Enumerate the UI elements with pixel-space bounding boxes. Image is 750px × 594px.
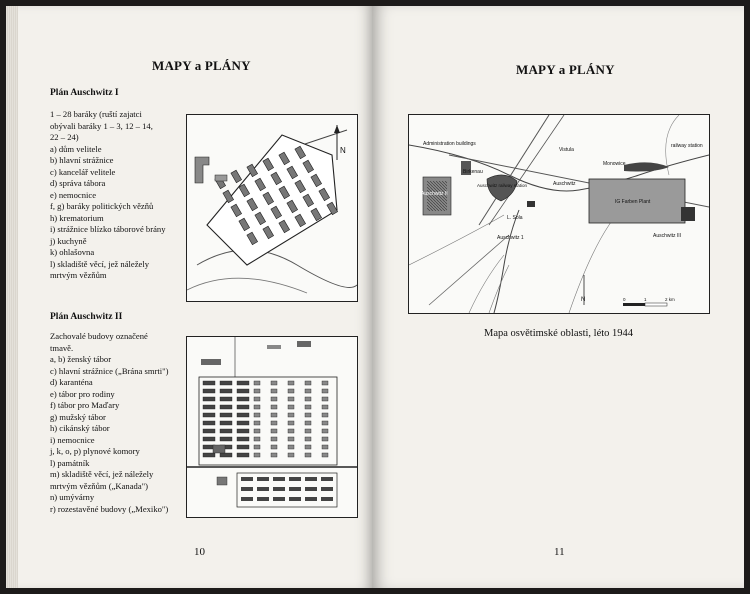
camp-block [305,453,311,457]
plan1-legend-line: 22 – 24) [50,132,79,142]
camp-block [203,381,215,385]
camp-block [322,413,328,417]
camp-block [322,405,328,409]
camp-block [220,389,232,393]
plan2-legend-line: mrtvým vězňům („Kanada") [50,480,149,491]
plan2-legend-line: i) nemocnice [50,434,95,445]
camp-block [288,413,294,417]
plan1-legend [50,109,190,282]
camp-block [305,413,311,417]
plan2-legend-line: Zachovalé budovy označené [50,331,148,341]
plan2-legend-line: m) skladiště věcí, jež náležely [50,469,154,479]
camp-block [271,389,277,393]
mexiko-block [241,477,253,481]
plan1-legend-line: j) kuchyně [50,235,87,246]
plan1-title: Plán Auschwitz I [50,88,119,98]
camp-block [271,405,277,409]
barrack-block [231,170,242,183]
label-railway-station: railway station [671,143,703,149]
label-auschwitz-2: Auschwitz II [421,191,448,197]
map-caption: Mapa osvětimské oblasti, léto 1944 [484,328,634,339]
plan1-legend-line: b) hlavní strážnice [50,155,114,165]
camp-block [271,445,277,449]
mexiko-block [257,477,269,481]
camp-block [237,437,249,441]
camp-block [288,421,294,425]
plan1-legend-line: f, g) baráky politických vězňů [50,201,154,211]
sola-river [494,210,519,313]
mexiko-block [257,487,269,491]
camp-block [322,389,328,393]
camp-block [305,381,311,385]
camp-block [288,429,294,433]
plan1-legend-line: k) ohlašovna [50,247,95,257]
camp-block [288,453,294,457]
label-admin: Administration buildings [423,141,476,147]
camp-block [237,453,249,457]
monowice-shape [624,162,669,171]
plan2-legend-line: g) mužský tábor [50,411,106,422]
camp-block [203,405,215,409]
area-map-drawing [409,115,709,313]
camp-block [288,389,294,393]
camp-block [288,381,294,385]
label-auschwitz: Auschwitz [553,181,576,187]
camp-block [254,429,260,433]
camp-block [203,397,215,401]
plan2-legend [50,331,200,515]
camp-block [237,381,249,385]
plan2-legend-line: r) rozestavěné budovy („Mexiko") [50,503,169,514]
page-edges [6,6,18,588]
plan-auschwitz-1-drawing [187,115,357,301]
camp-block [322,397,328,401]
north-label: N [581,297,586,303]
plan1-compass-label: N [340,146,346,155]
camp-block [322,453,328,457]
camp-block [237,421,249,425]
mexiko-block [273,477,285,481]
plan2-legend-line: a, b) ženský tábor [50,354,112,364]
plan1-legend-line: l) skladiště věcí, jež náležely [50,258,150,269]
page-number: 11 [554,546,565,558]
camp-block [203,437,215,441]
railway-line [479,115,549,225]
plan2-legend-line: tmavě. [50,342,74,353]
label-auschwitz-railway: Auschwitz railway station [477,183,528,188]
plan1-legend-line: obývali baráky 1 – 3, 12 – 14, [50,120,153,131]
mexiko-block [289,477,301,481]
camp-block [305,445,311,449]
camp-block [271,437,277,441]
scale-tick-0: 0 [623,297,626,302]
plan-auschwitz-1 [186,114,358,302]
plan1-legend-line: e) nemocnice [50,189,97,200]
label-auschwitz-3: Auschwitz III [653,233,682,239]
camp-block [322,445,328,449]
camp-block [254,389,260,393]
mexiko-block [241,487,253,491]
camp-block [203,389,215,393]
camp-block [305,421,311,425]
camp-block [305,437,311,441]
plan1-legend-line: h) krematorium [50,212,104,223]
camp-block [288,437,294,441]
camp-block [237,397,249,401]
plan-auschwitz-2 [186,336,358,518]
camp-block [220,413,232,417]
mexiko-block [273,487,285,491]
camp-block [254,421,260,425]
plan1-legend-line: i) strážnice blízko táborové brány [50,224,166,234]
plan1-legend-line: d) správa tábora [50,178,106,188]
camp-block [254,437,260,441]
camp-block [305,429,311,433]
mexiko-block [305,487,317,491]
plan2-legend-line: l) památník [50,457,90,468]
page-number: 10 [194,546,205,558]
page-heading: MAPY a PLÁNY [152,58,251,73]
plan2-legend-line: h) cikánský tábor [50,423,110,433]
camp-block [254,397,260,401]
camp-block [305,389,311,393]
camp-block [237,429,249,433]
camp-block [220,437,232,441]
plan2-legend-line: j, k, o, p) plynové komory [50,446,140,456]
camp-block [254,381,260,385]
camp-block [254,453,260,457]
plan1-legend-line: a) dům velitele [50,143,102,154]
mexiko-block [273,497,285,501]
auschwitz-3-camp [681,207,695,221]
mexiko-block [321,497,333,501]
camp-block [305,405,311,409]
mexiko-block [321,477,333,481]
plan1-legend-line: mrtvým vězňům [50,270,107,280]
camp-block [203,429,215,433]
scale-bar-icon [623,303,645,306]
camp-block [271,381,277,385]
page-heading: MAPY a PLÁNY [516,62,615,77]
camp-block [288,405,294,409]
camp-block [288,445,294,449]
camp-block [322,437,328,441]
mexiko-block [289,497,301,501]
camp-block [322,421,328,425]
camp-block [271,397,277,401]
camp-block [288,397,294,401]
label-birkenau: Birkenau [463,169,483,175]
camp-block [271,453,277,457]
label-ig-farben: IG Farben Plant [615,199,651,205]
mexiko-block [305,497,317,501]
label-sola: L. Sola [507,215,523,221]
camp-block [254,413,260,417]
camp-block [220,405,232,409]
camp-block [271,413,277,417]
camp-block [203,421,215,425]
plan-auschwitz-2-drawing [187,337,357,517]
camp-block [237,389,249,393]
plan2-title: Plán Auschwitz II [50,312,123,322]
camp-block [237,413,249,417]
scale-tick-1: 1 [644,297,647,302]
camp-block [271,429,277,433]
plan2-legend-line: n) umývárny [50,492,95,502]
mexiko-block [257,497,269,501]
plan2-legend-line: f) tábor pro Maďary [50,400,120,410]
plan2-legend-line: d) karanténa [50,377,93,387]
mexiko-block [321,487,333,491]
camp-block [220,397,232,401]
mexiko-block [305,477,317,481]
mexiko-block [289,487,301,491]
mexiko-block [241,497,253,501]
camp-block [322,429,328,433]
left-page [6,6,372,588]
camp-block [237,405,249,409]
camp-block [203,453,215,457]
plan2-legend-line: c) hlavní strážnice („Brána smrti") [50,365,169,376]
camp-block [254,405,260,409]
right-page [372,6,744,588]
barrack-block [223,190,234,203]
label-auschwitz-1: Auschwitz 1 [497,235,524,241]
area-map [408,114,710,314]
scale-tick-2: 2 km [665,297,675,302]
camp-block [237,445,249,449]
camp-block [220,381,232,385]
camp-block [220,429,232,433]
plan2-legend-line: e) tábor pro rodiny [50,388,115,399]
plan1-legend-line: c) kancelář velitele [50,166,116,177]
camp-block [220,453,232,457]
camp-block [305,397,311,401]
camp-block [254,445,260,449]
plan1-legend-line: 1 – 28 baráky (ruští zajatci [50,109,142,119]
camp-block [322,381,328,385]
camp-block [271,421,277,425]
camp-block [220,421,232,425]
label-vistula: Vistula [559,147,574,153]
label-monowice: Monowice [603,161,626,167]
camp-block [203,413,215,417]
